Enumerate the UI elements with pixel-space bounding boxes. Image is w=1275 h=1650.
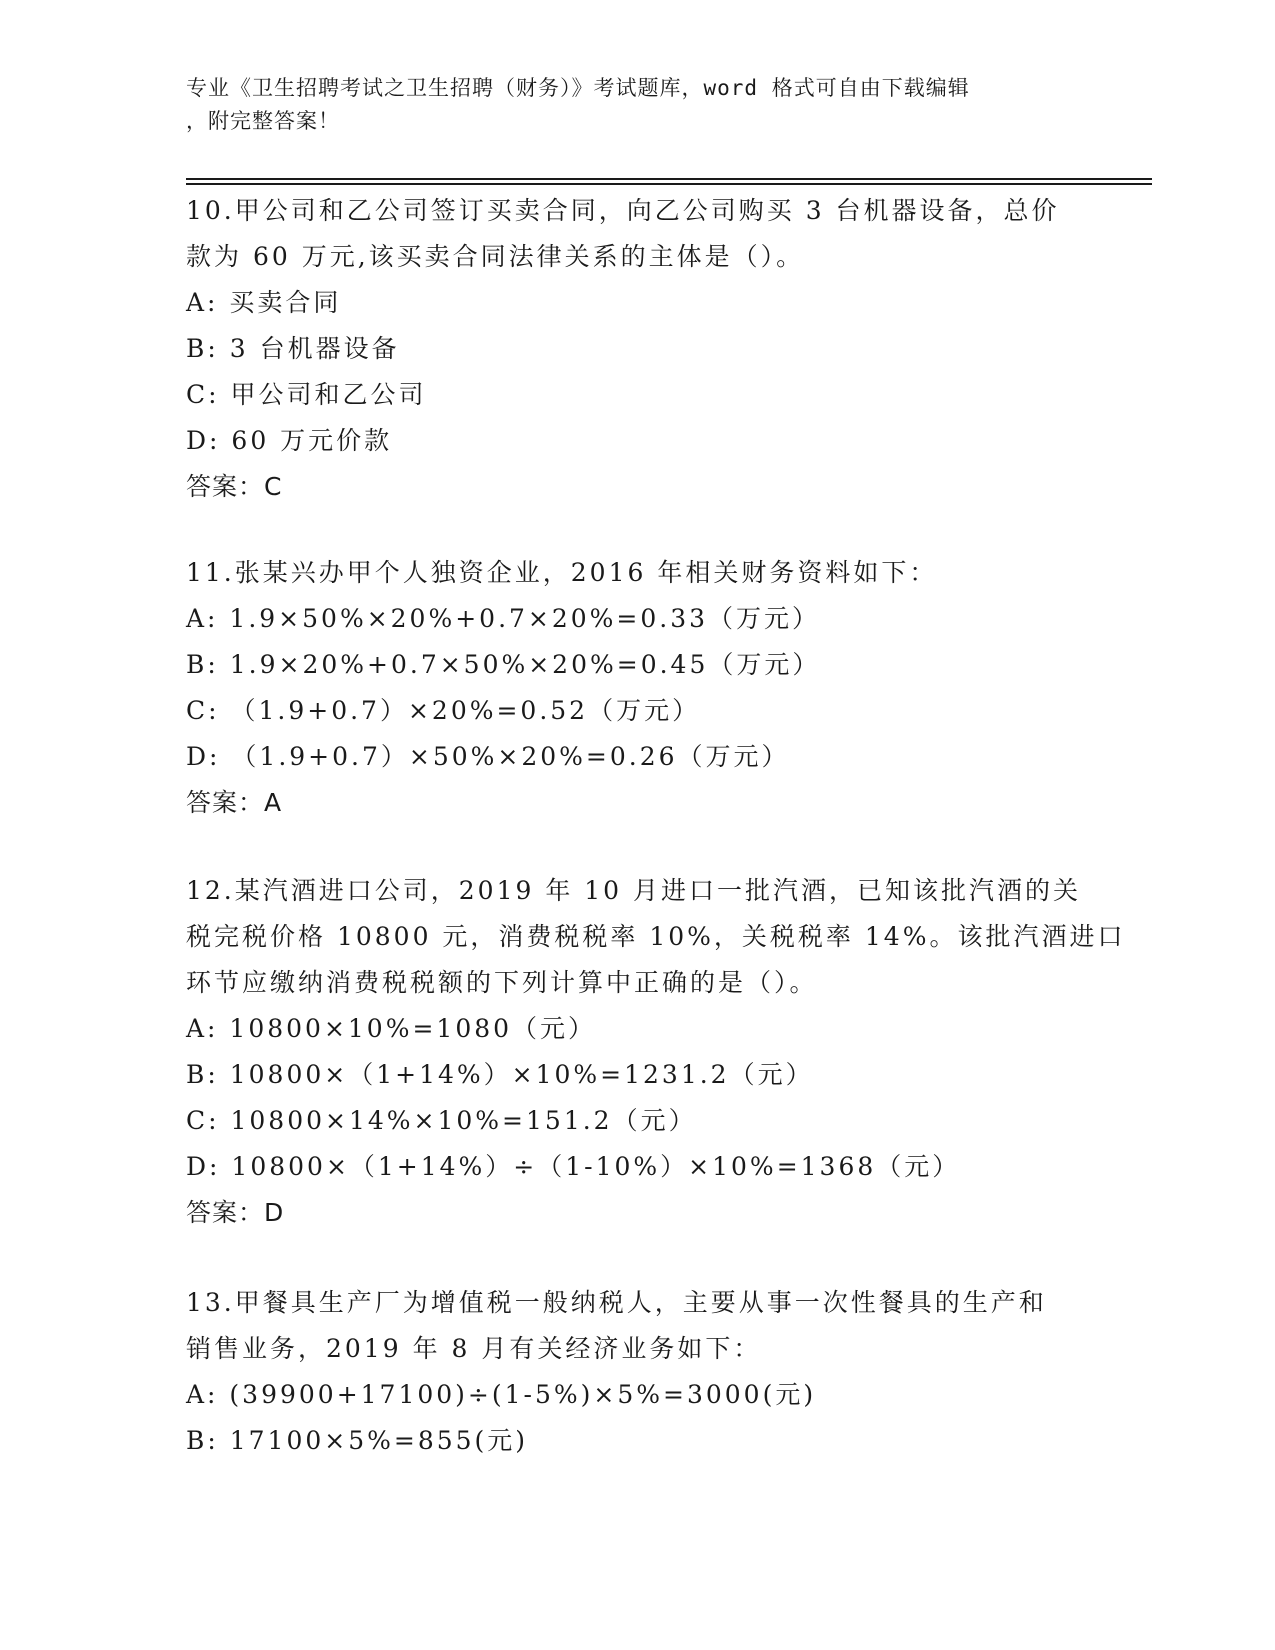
option-c: C: 10800×14%×10%=151.2（元） [186,1106,697,1135]
header-divider-top [186,178,1152,180]
option-a: A: 1.9×50%×20%+0.7×20%=0.33（万元） [186,604,821,633]
option-c: C: （1.9+0.7）×20%=0.52（万元） [186,696,701,725]
question-stem-line: 12.某汽酒进口公司，2019 年 10 月进口一批汽酒，已知该批汽酒的关 [186,876,1082,905]
option-a: A: 10800×10%=1080（元） [186,1014,597,1043]
document-header [186,72,1066,138]
question-11 [186,550,1086,826]
header-line-1: 专业《卫生招聘考试之卫生招聘（财务）》考试题库，word 格式可自由下载编辑 [186,76,970,100]
question-stem-line: 税完税价格 10800 元，消费税税率 10%，关税税率 14%。该批汽酒进口 [186,922,1126,951]
option-b: B: 1.9×20%+0.7×50%×20%=0.45（万元） [186,650,821,679]
option-a: A: (39900+17100)÷(1-5%)×5%=3000(元) [186,1380,817,1409]
question-stem-line: 11.张某兴办甲个人独资企业，2016 年相关财务资料如下： [186,558,938,587]
option-d: D: 60 万元价款 [186,426,393,455]
question-13 [186,1280,1086,1464]
question-12 [186,868,1126,1236]
option-b: B: 10800×（1+14%）×10%=1231.2（元） [186,1060,814,1089]
option-b: B: 3 台机器设备 [186,334,400,363]
question-stem-line: 销售业务，2019 年 8 月有关经济业务如下： [186,1334,762,1363]
question-stem-line: 环节应缴纳消费税税额的下列计算中正确的是（）。 [186,968,818,997]
question-10 [186,188,1086,510]
answer-label: 答案：D [186,1198,285,1227]
option-b: B: 17100×5%=855(元) [186,1426,529,1455]
option-d: D: （1.9+0.7）×50%×20%=0.26（万元） [186,742,790,771]
option-a: A: 买卖合同 [186,288,342,317]
option-d: D: 10800×（1+14%）÷（1-10%）×10%=1368（元） [186,1152,961,1181]
header-divider-bottom [186,183,1152,185]
question-stem-line: 款为 60 万元,该买卖合同法律关系的主体是（）。 [186,242,805,271]
option-c: C: 甲公司和乙公司 [186,380,427,409]
header-line-2: ，附完整答案！ [186,109,340,133]
answer-label: 答案：C [186,472,283,501]
answer-label: 答案：A [186,788,283,817]
question-stem-line: 13.甲餐具生产厂为增值税一般纳税人，主要从事一次性餐具的生产和 [186,1288,1047,1317]
question-stem-line: 10.甲公司和乙公司签订买卖合同，向乙公司购买 3 台机器设备，总价 [186,196,1060,225]
